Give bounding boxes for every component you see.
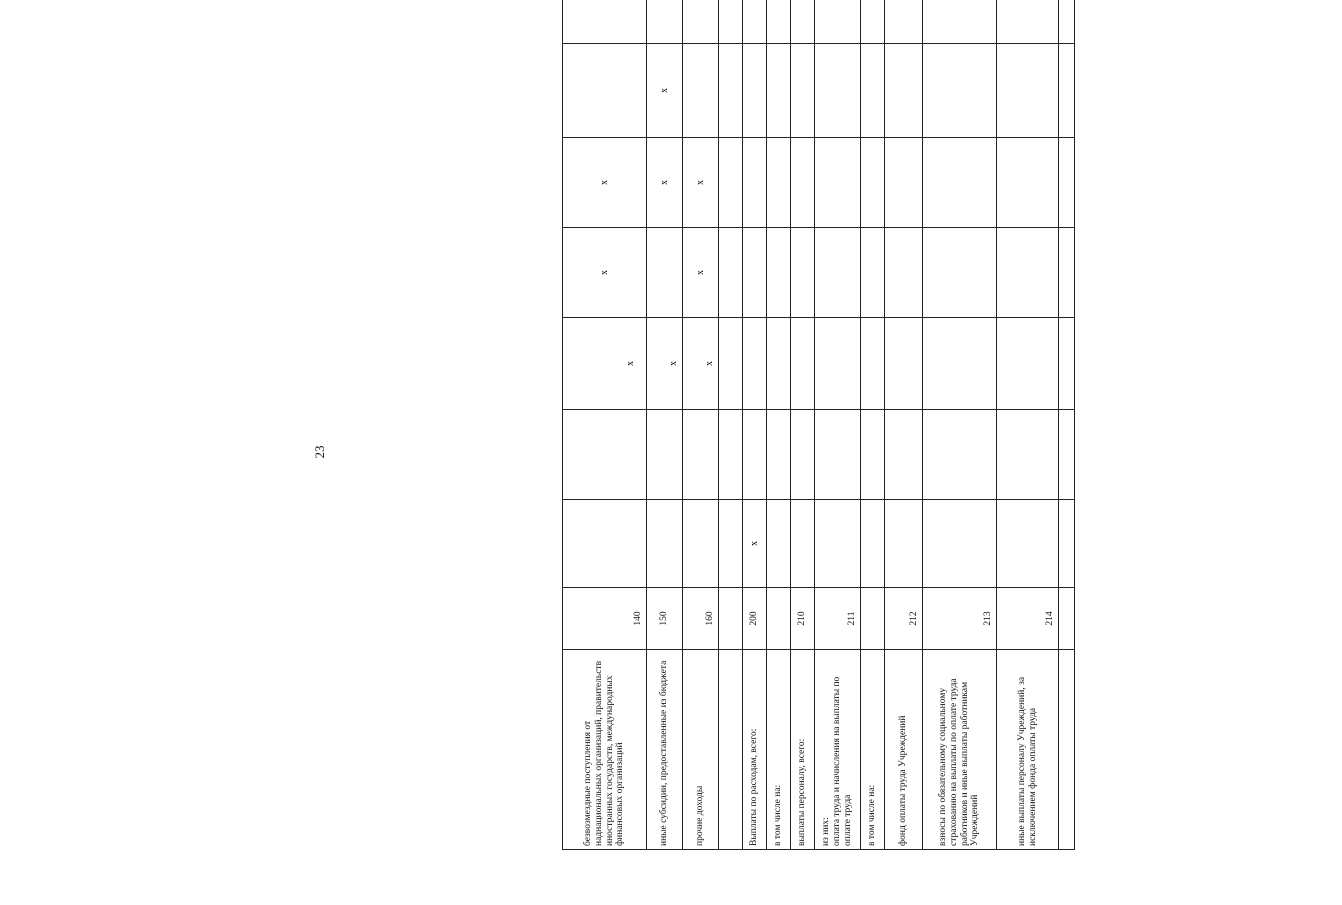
row-code: 210 — [791, 588, 815, 650]
table-row — [1059, 0, 1075, 850]
row-code: 150 — [647, 588, 683, 650]
row-name: в том числе на: — [861, 650, 885, 850]
row-cell — [815, 500, 861, 588]
row-code — [1059, 588, 1075, 650]
budget-table-frame — [562, 88, 1342, 850]
row-code: 213 — [923, 588, 997, 650]
row-cell — [815, 318, 861, 410]
row-cell — [923, 138, 997, 228]
table-row — [923, 0, 997, 850]
row-cell — [719, 500, 743, 588]
row-cell — [683, 410, 719, 500]
table-row — [861, 0, 885, 850]
row-cell — [563, 410, 647, 500]
row-cell — [719, 44, 743, 138]
row-cell — [815, 44, 861, 138]
row-name: иные субсидии, предоставленные из бюджета — [647, 650, 683, 850]
row-cell — [885, 228, 923, 318]
row-cell: х — [683, 138, 719, 228]
row-cell — [719, 318, 743, 410]
row-cell — [647, 410, 683, 500]
table-row — [683, 0, 719, 850]
row-cell — [885, 44, 923, 138]
row-name: Выплаты по расходам, всего: — [743, 650, 767, 850]
row-cell — [997, 500, 1059, 588]
row-cell — [791, 0, 815, 44]
row-cell: х — [683, 228, 719, 318]
row-cell — [861, 0, 885, 44]
row-cell — [743, 228, 767, 318]
row-cell — [767, 0, 791, 44]
row-cell — [743, 138, 767, 228]
row-code: 212 — [885, 588, 923, 650]
table-row — [791, 0, 815, 850]
row-cell — [885, 410, 923, 500]
row-cell — [791, 44, 815, 138]
row-cell — [885, 138, 923, 228]
row-cell — [767, 318, 791, 410]
row-cell — [997, 44, 1059, 138]
row-cell — [767, 228, 791, 318]
row-cell — [1059, 318, 1075, 410]
row-cell — [885, 318, 923, 410]
row-name: фонд оплаты труда Учреждений — [885, 650, 923, 850]
row-cell — [885, 0, 923, 44]
row-cell — [563, 500, 647, 588]
row-cell: х — [683, 318, 719, 410]
row-cell — [1059, 228, 1075, 318]
table-row — [815, 0, 861, 850]
row-cell: х — [647, 138, 683, 228]
page-number: 23 — [312, 445, 327, 459]
row-cell — [815, 138, 861, 228]
row-cell — [743, 44, 767, 138]
table-row — [767, 0, 791, 850]
row-cell — [1059, 500, 1075, 588]
row-cell — [997, 138, 1059, 228]
row-cell — [767, 138, 791, 228]
row-cell — [719, 410, 743, 500]
row-cell — [683, 500, 719, 588]
row-cell: х — [647, 44, 683, 138]
row-code: 160 — [683, 588, 719, 650]
row-name — [1059, 650, 1075, 850]
table-row — [743, 0, 767, 850]
row-cell — [1059, 0, 1075, 44]
table-row — [563, 0, 647, 850]
row-cell — [647, 0, 683, 44]
row-cell — [997, 228, 1059, 318]
row-cell — [923, 0, 997, 44]
row-cell — [923, 44, 997, 138]
row-name: в том числе на: — [767, 650, 791, 850]
row-cell — [647, 228, 683, 318]
row-cell — [861, 318, 885, 410]
row-cell — [743, 318, 767, 410]
row-cell — [719, 228, 743, 318]
row-cell: х — [743, 500, 767, 588]
row-cell — [767, 410, 791, 500]
row-cell — [997, 410, 1059, 500]
row-cell — [767, 500, 791, 588]
row-cell — [791, 228, 815, 318]
row-cell — [563, 0, 647, 44]
row-cell — [923, 228, 997, 318]
row-cell — [791, 500, 815, 588]
row-code: 211 — [815, 588, 861, 650]
row-cell — [861, 500, 885, 588]
row-code: 200 — [743, 588, 767, 650]
row-cell — [1059, 138, 1075, 228]
row-name: выплаты персоналу, всего: — [791, 650, 815, 850]
table-row — [719, 0, 743, 850]
row-cell: х — [647, 318, 683, 410]
row-code: 214 — [997, 588, 1059, 650]
table-row — [997, 0, 1059, 850]
row-cell — [997, 0, 1059, 44]
row-cell — [683, 0, 719, 44]
table-row — [885, 0, 923, 850]
row-cell — [719, 0, 743, 44]
row-cell — [1059, 44, 1075, 138]
row-cell — [861, 138, 885, 228]
row-code: 140 — [563, 588, 647, 650]
row-cell — [815, 410, 861, 500]
row-name: безвозмездные поступления от наднациональных организаций, правительств иностранных государств, международных финансовых организаций — [563, 650, 647, 850]
row-cell — [815, 228, 861, 318]
row-cell — [743, 410, 767, 500]
row-cell — [885, 500, 923, 588]
row-cell — [563, 44, 647, 138]
row-cell — [719, 138, 743, 228]
row-code — [719, 588, 743, 650]
budget-table — [562, 0, 1075, 850]
row-cell — [861, 44, 885, 138]
row-cell — [791, 138, 815, 228]
row-cell: х — [563, 138, 647, 228]
row-cell — [861, 228, 885, 318]
row-cell — [923, 410, 997, 500]
row-name: иные выплаты персоналу Учреждений, за исключением фонда оплаты труда — [997, 650, 1059, 850]
row-cell — [791, 410, 815, 500]
row-cell: х — [563, 228, 647, 318]
table-row — [647, 0, 683, 850]
row-name: из них: оплата труда и начисления на выплаты по оплате труда — [815, 650, 861, 850]
row-cell — [683, 44, 719, 138]
row-cell — [791, 318, 815, 410]
row-cell — [923, 318, 997, 410]
row-cell — [1059, 410, 1075, 500]
row-name: прочие доходы — [683, 650, 719, 850]
row-cell — [861, 410, 885, 500]
row-cell — [923, 500, 997, 588]
row-cell: х — [563, 318, 647, 410]
row-name — [719, 650, 743, 850]
row-name: взносы по обязательному социальному страхованию на выплаты по оплате труда работников и иные выплаты работникам Учреждений — [923, 650, 997, 850]
row-cell — [743, 0, 767, 44]
row-cell — [815, 0, 861, 44]
row-cell — [997, 318, 1059, 410]
row-cell — [647, 500, 683, 588]
row-cell — [767, 44, 791, 138]
row-code — [767, 588, 791, 650]
row-code — [861, 588, 885, 650]
